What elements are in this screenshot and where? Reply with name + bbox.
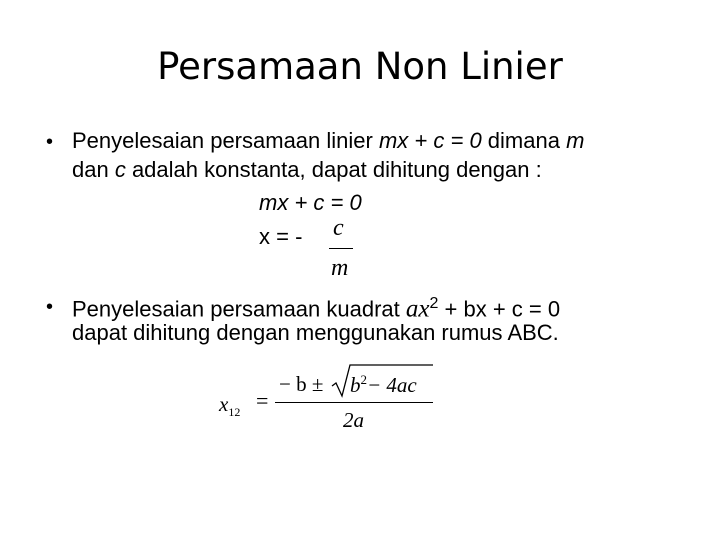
fraction-denominator: m — [331, 255, 349, 281]
fraction-bar — [329, 248, 353, 249]
bullet-marker: • — [46, 131, 54, 153]
abc-lhs-x: x — [219, 392, 229, 416]
abc-radicand — [350, 372, 417, 398]
bullet-1-line-2 — [72, 155, 542, 184]
bullet-1-text: Penyelesaian persamaan linier — [72, 128, 379, 153]
linear-equation-inline: mx + c = 0 — [378, 128, 482, 153]
radicand-b: b — [350, 373, 361, 397]
fraction-numerator: c — [333, 215, 344, 241]
x-equals-label: x = - — [259, 224, 303, 249]
linear-equation: mx + c = 0 — [259, 190, 362, 215]
bullet-2-text: Penyelesaian persamaan kuadrat — [72, 296, 406, 322]
radicand-minus-4ac: − 4ac — [367, 373, 417, 397]
bullet-1-text-b: dimana — [481, 128, 567, 153]
exponent-2: 2 — [429, 295, 439, 312]
variable-m: m — [566, 128, 585, 153]
radicand-exponent: 2 — [360, 372, 367, 387]
bullet-1-line-2-rest: adalah konstanta, dapat dihitung dengan : — [125, 157, 542, 182]
bullet-1-line-2-text: dan — [72, 157, 115, 182]
slide-title: Persamaan Non Linier — [157, 45, 563, 88]
abc-lhs — [219, 392, 240, 420]
bullet-2-text-b: + bx + c = 0 — [438, 296, 561, 322]
abc-denominator: 2a — [343, 408, 364, 432]
variable-c: c — [114, 157, 126, 182]
bullet-marker: • — [46, 296, 54, 318]
abc-numerator-left — [279, 372, 323, 397]
bullet-1-line-1 — [72, 126, 584, 155]
bullet-2-line-2: dapat dihitung dengan menggunakan rumus ABC. — [72, 320, 559, 345]
abc-fraction-bar — [275, 402, 433, 403]
abc-minus-b-pm: − b ± — [279, 372, 324, 396]
abc-equals: = — [256, 388, 269, 413]
abc-lhs-sub: 12 — [228, 405, 241, 420]
variable-ax: ax — [405, 295, 430, 323]
